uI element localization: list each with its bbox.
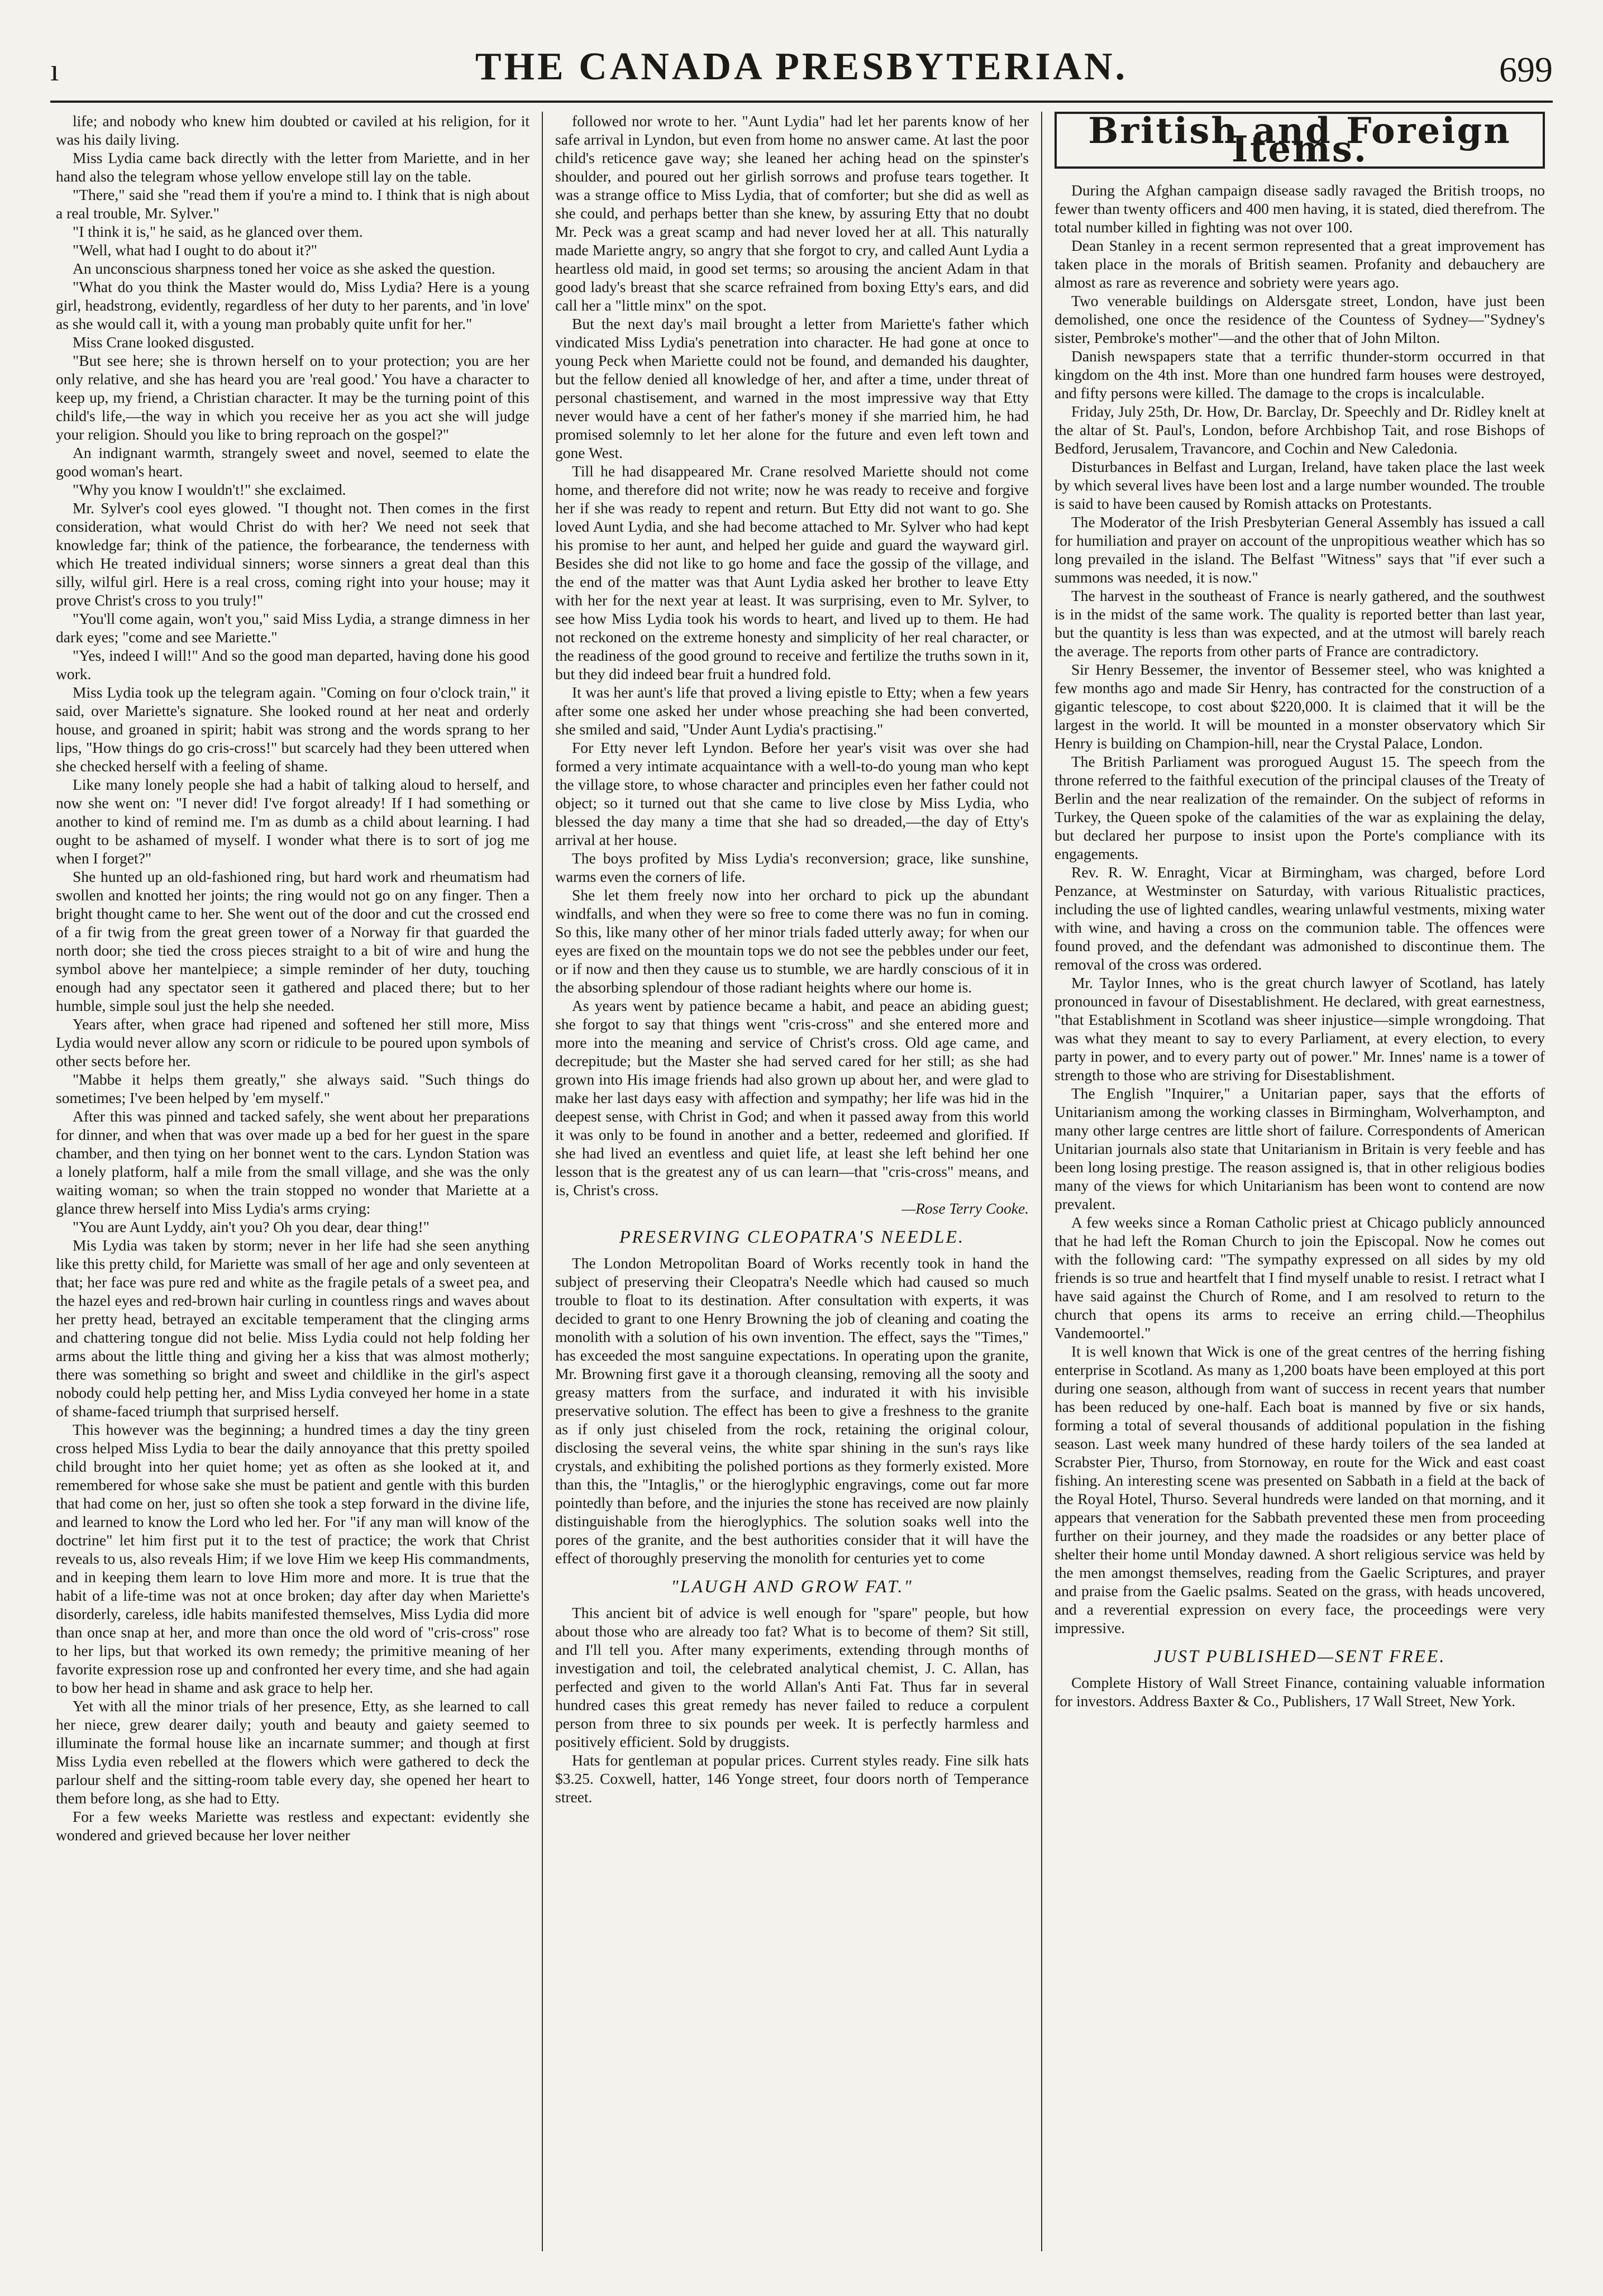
news-item: The English "Inquirer," a Unitarian paper, says that the efforts of Unitarianism among the working classes in Birmingham, Wolverhampton, and many other large centres are little short of failure. Correspondents of American Unitarian journals also state that Unitarianism in Britain is very feeble and has been long losing prestige. The reason assigned is, that in other religious bodies many of the views for which Unitarianism has been wont to contend are now prevalent. <box>1055 1085 1545 1213</box>
news-item: Rev. R. W. Enraght, Vicar at Birmingham, was charged, before Lord Penzance, at Westminster on Saturday, with various Ritualistic practices, including the use of lighted candles, wearing unlawful vestments, mixing water with wine, and having a cross on the communion table. The offences were found proved, and the defendant was admonished to discontinue them. The removal of the cross was ordered. <box>1055 863 1545 973</box>
story-paragraph: followed nor wrote to her. "Aunt Lydia" had let her parents know of her safe arrival in Lyndon, but even from home no answer came. At last the poor child's reticence gave way; she leaned her aching head on the spinster's shoulder, and poured out her girlish sorrows and profuse tears together. It was a strange office to Miss Lydia, that of comforter; but she did as well as she could, and perhaps better than she knew, by assuring Etty that no doubt Mr. Peck was a great scamp and had never loved her at all. This naturally made Mariette angry, so angry that she forgot to cry, and called Aunt Lydia a heartless old maid, in good set terms; so arousing the ancient Adam in that good lady's breast that she scarce refrained from boxing Etty's ears, and did call her a "little minx" on the spot. <box>555 112 1029 314</box>
story-paragraph: The boys profited by Miss Lydia's reconversion; grace, like sunshine, warms even the corners of life. <box>555 849 1029 885</box>
story-paragraph: After this was pinned and tacked safely, she went about her preparations for dinner, and when that was over made up a bed for her guest in the spare chamber, and then tying on her bonnet went to the cars. Lyndon Station was a lonely platform, half a mile from the small village, and she was the only waiting woman; so when the train stopped no wonder that Mariette at a glance threw herself into Miss Lydia's arms crying: <box>56 1108 529 1217</box>
story-paragraph: Miss Lydia came back directly with the letter from Mariette, and in her hand also the telegram whose yellow envelope still lay on the table. <box>56 149 529 185</box>
story-paragraph: Till he had disappeared Mr. Crane resolved Mariette should not come home, and therefore did not write; now he was ready to receive and forgive her if she was ready to repent and return. But Etty did not want to go. She loved Aunt Lydia, and she had become attached to Mr. Sylver who had kept his promise to her aunt, and helped her guide and guard the wayward girl. Besides she did not like to go home and face the gossip of the village, and the end of the matter was that Aunt Lydia asked her brother to leave Etty with her for the next year at least. It was surprising, even to Mr. Sylver, to see how Miss Lydia took his words to heart, and lived up to them. He had not reckoned on the extreme honesty and simplicity of her real character, or the readiness of the good ground to receive and fertilize the truths sown in it, but they did indeed bear fruit a hundred fold. <box>555 462 1029 682</box>
story-paragraph: Yet with all the minor trials of her presence, Etty, as she learned to call her niece, grew dearer daily; youth and beauty and gaiety seemed to illuminate the formal house like an incarnate summer; and though at first Miss Lydia even rebelled at the flowers which were gathered to deck the parlour shelf and the sitting-room table every day, she opened her heart to them before long, as she had to Etty. <box>56 1697 529 1807</box>
needle-article: The London Metropolitan Board of Works recently took in hand the subject of preserving their Cleopatra's Needle which had caused so much trouble to float to its destination. After consultation with experts, it was decided to grant to one Henry Browning the job of cleaning and coating the monolith with a solution of his own invention. The effect, says the "Times," has exceeded the most sanguine expectations. In operating upon the granite, Mr. Browning first gave it a thorough cleansing, removing all the sooty and greasy matters from the surface, and indurated it with his invisible preservative solution. The effect has been to give a freshness to the granite as if only just chiseled from the rock, retaining the original colour, disclosing the several veins, the white spar shining in the sun's rays like crystals, and exhibiting the polished portions as they formerly existed. More than this, the "Intaglis," or the hieroglyphic engravings, come out far more pointedly than before, and the injuries the stone has received are now plainly distinguishable from the hieroglyphics. The solution soaks well into the pores of the granite, and the best authorities consider that it will have the effect of thoroughly preserving the monolith for centuries yet to come <box>555 1254 1029 1567</box>
news-item: Two venerable buildings on Aldersgate street, London, have just been demolished, one once the residence of the Countess of Sydney—"Sydney's sister, Pembroke's mother"—and the other that of John Milton. <box>1055 292 1545 346</box>
news-item: The harvest in the southeast of France is nearly gathered, and the southwest is in the midst of the same work. The quality is reported better than last year, but the quantity is less than was expected, and at the utmost will barely reach the average. The reports from other parts of France are contradictory. <box>1055 587 1545 660</box>
news-item: It is well known that Wick is one of the great centres of the herring fishing enterprise in Scotland. As many as 1,200 boats have been employed at this port during one season, although from want of success in recent years that number has been reduced by one-half. Each boat is manned by five or six hands, forming a total of several thousands of additional population in the fishing season. Last week many hundred of these hardy toilers of the sea landed at Scrabster Pier, Thurso, from Stornoway, en route for the Wick and east coast fishing. An interesting scene was presented on Sabbath in a field at the back of the Royal Hotel, Thurso. Several hundreds were landed on that morning, and it appears that veneration for the Sabbath prevented these men from proceeding further on their journey, and they made the roadsides or any better place of shelter their home until Monday dawned. A short religious service was held by the men amongst themselves, reading from the Gaelic Scriptures, and prayer and praise from the Gaelic psalms. Seated on the grass, with heads uncovered, and a reverential expression on every face, the proceedings were very impressive. <box>1055 1343 1545 1636</box>
column-3 <box>1055 112 1545 2251</box>
published-ad: Complete History of Wall Street Finance, containing valuable information for investors. Address Baxter & Co., Publishers, 17 Wall Street, New York. <box>1055 1674 1545 1710</box>
story-paragraph: "You'll come again, won't you," said Miss Lydia, a strange dimness in her dark eyes; "come and see Mariette." <box>56 610 529 646</box>
laugh-article: This ancient bit of advice is well enough for "spare" people, but how about those who are already too fat? What is to become of them? Sit still, and I'll tell you. After many experiments, extending through months of investigation and toil, the celebrated analytical chemist, J. C. Allan, has perfected and given to the world Allan's Anti Fat. Thus far in several hundred cases this great remedy has never failed to reduce a corpulent person from three to six pounds per week. It is perfectly harmless and positively efficient. Sold by druggists. <box>555 1604 1029 1750</box>
hats-advertisement: Hats for gentleman at popular prices. Current styles ready. Fine silk hats $3.25. Coxwell, hatter, 146 Yonge street, four doors north of Temperance street. <box>555 1751 1029 1806</box>
story-paragraph: life; and nobody who knew him doubted or caviled at his religion, for it was his daily living. <box>56 112 529 148</box>
story-paragraph: Miss Lydia took up the telegram again. "Coming on four o'clock train," it said, over Mariette's signature. She looked round at her neat and orderly house, and groaned in spirit; habit was strong and the words sprang to her lips, "How things do go cris-cross!" but scarcely had they been uttered when she checked herself with a feeling of shame. <box>56 684 529 775</box>
news-item: During the Afghan campaign disease sadly ravaged the British troops, no fewer than twenty officers and 400 men having, it is stated, died therefrom. The total number killed in fighting was not over 100. <box>1055 182 1545 236</box>
story-paragraph: For a few weeks Mariette was restless and expectant: evidently she wondered and grieved because her lover neither <box>56 1808 529 1844</box>
news-item: A few weeks since a Roman Catholic priest at Chicago publicly announced that he had left the Roman Church to join the Episcopal. Now he comes out with the following card: "The sympathy expressed on all sides by my old friends is so true and heartfelt that I find myself unable to resist. I retract what I have said against the Church of Rome, and I am resolved to return to the church that opens its arms to receive an erring child.—Theophilus Vandemoortel." <box>1055 1214 1545 1342</box>
story-paragraph: It was her aunt's life that proved a living epistle to Etty; when a few years after some one asked her under whose preaching she had been converted, she smiled and said, "Under Aunt Lydia's practising." <box>555 684 1029 738</box>
story-paragraph: But the next day's mail brought a letter from Mariette's father which vindicated Miss Lydia's penetration into character. He had gone at once to young Peck when Mariette could not be found, and demanded his daughter, but the fellow denied all knowledge of her, and after a time, under threat of personal chastisement, and warned in the most impressive way that Etty never would have a cent of her father's money if she married him, he had promised solemnly to let her alone for the future and even left town and gone West. <box>555 315 1029 461</box>
story-paragraph: "What do you think the Master would do, Miss Lydia? Here is a young girl, headstrong, evidently, regardless of her duty to her parents, and 'in love' as she would call it, with a young man probably quite unfit for her." <box>56 278 529 332</box>
masthead <box>50 39 1553 103</box>
news-item: Friday, July 25th, Dr. How, Dr. Barclay, Dr. Speechly and Dr. Ridley knelt at the altar of St. Paul's, London, before Archbishop Tait, and rose Bishops of Bedford, Jerusalem, Travancore, and Cochin and New Caledonia. <box>1055 403 1545 457</box>
column-2 <box>555 112 1029 2251</box>
news-item: Danish newspapers state that a terrific thunder-storm occurred in that kingdom on the 4th inst. More than one hundred farm houses were destroyed, and fifty persons were killed. The damage to the crops is incalculable. <box>1055 347 1545 402</box>
news-item: The Moderator of the Irish Presbyterian General Assembly has issued a call for humiliation and prayer on account of the unpropitious weather which has so long prevailed in the island. The Belfast "Witness" says that "if ever such a summons was needed, it is now." <box>1055 513 1545 586</box>
story-continuation <box>555 112 1029 1199</box>
story-paragraph: An indignant warmth, strangely sweet and novel, seemed to elate the good woman's heart. <box>56 444 529 480</box>
story-paragraph: Mis Lydia was taken by storm; never in her life had she seen anything like this pretty child, for Mariette was small of her age and only seventeen at that; her face was pure red and white as the fragile petals of a sweet pea, and the hazel eyes and red-brown hair curling in countless rings and waves about her pretty head, betrayed an excitable temperament that the clinging arms and chattering tongue did not belie. Miss Lydia could not help folding her arms about the little thing and giving her a kiss that was almost motherly; there was something so bright and sweet and childlike in the girl's aspect nobody could help petting her, and Miss Lydia conveyed her home in a state of shame-faced triumph that surprised herself. <box>56 1237 529 1420</box>
page-number: 699 <box>1499 50 1553 89</box>
published-heading: JUST PUBLISHED—SENT FREE. <box>1153 1646 1446 1666</box>
news-item: Mr. Taylor Innes, who is the great church lawyer of Scotland, has lately pronounced in favour of Disestablishment. He declared, with great earnestness, "that Establishment in Scotland was sheer injustice—simple wrongdoing. That was what they meant to say to every Parliament, at every election, to every party in power, and to every party out of power." Mr. Innes' name is a tower of strength to those who are striving for Disestablishment. <box>1055 974 1545 1083</box>
story-paragraph: She let them freely now into her orchard to pick up the abundant windfalls, and when they were so free to come there was no fun in coming. So this, like many other of her minor trials faded utterly away; for when our eyes are fixed on the mountain tops we do not see the pebbles under our feet, or if now and then they cause us to stumble, we are hardly conscious of it in the absorbing splendour of those radiant heights where our home is. <box>555 886 1029 996</box>
story-paragraph: This however was the beginning; a hundred times a day the tiny green cross helped Miss Lydia to bear the daily annoyance that this pretty spoiled child brought into her quiet home; yet as often as she looked at it, and remembered for whose sake she must be patient and gentle with this burden that had come on her, just so often she took a step forward in the divine life, and learned to know the Lord who led her. For "if any man will know of the doctrine" let him first put it to the test of practice; the work that Christ reveals to us, also reveals Him; if we love Him we keep His commandments, and in keeping them learn to love Him more and more. It is true that the habit of a life-time was not at once broken; day after day when Mariette's disorderly, careless, idle habits manifested themselves, Miss Lydia did more than once snap at her, and more than once the old word of "cris-cross" rose to her lips, but that worked its own remedy; the primitive meaning of her favorite expression rose up and confronted her every time, and she had again to bow her head in shame and ask grace to help her. <box>56 1421 529 1696</box>
story-paragraph: "Why you know I wouldn't!" she exclaimed. <box>73 481 346 498</box>
story-paragraph: As years went by patience became a habit, and peace an abiding guest; she forgot to say that things went "cris-cross" and she entered more and more into the meaning and service of Christ's cross. Old age came, and decrepitude; but the Master she had served cared for her still; as she had grown into His image friends had also grown up about her, and were glad to make her last days easy with affection and sympathy; her life was hid in the deepest sense, with Christ in God; and when it passed away from this world it was only to be found in another and a better, redeemed and glorified. If she had lived an eventless and quiet life, at least she left behind her one lesson that is the greatest any of us can learn—that "cris-cross" means, and is, Christ's cross. <box>555 997 1029 1199</box>
story-paragraph: Miss Crane looked disgusted. <box>73 333 255 351</box>
news-item: Disturbances in Belfast and Lurgan, Ireland, have taken place the last week by which several lives have been lost and a large number wounded. The trouble is said to have been caused by Romish attacks on Protestants. <box>1055 458 1545 512</box>
section-banner: British and Foreign Items. <box>1055 112 1545 169</box>
story-paragraph: Like many lonely people she had a habit of talking aloud to herself, and now she went on: "I never did! I've forgot already! If I had something or another to kind of remind me. I'm as dumb as a child about learning. I had ought to be ashamed of myself. I wonder what there is to sort of jog me when I forget?" <box>56 776 529 867</box>
column-rule-2 <box>1041 112 1042 2251</box>
news-item: Sir Henry Bessemer, the inventor of Bessemer steel, who was knighted a few months ago and made Sir Henry, has contracted for the construction of a gigantic telescope, to cost about $220,000. It is claimed that it will be the largest in the world. It will be mounted in a monster observatory which Sir Henry is building on Champion-hill, near the Crystal Palace, London. <box>1055 661 1545 752</box>
story-paragraph: Years after, when grace had ripened and softened her still more, Miss Lydia would never allow any scorn or ridicule to be poured upon symbols of other sects before her. <box>56 1015 529 1070</box>
story-paragraph: She hunted up an old-fashioned ring, but hard work and rheumatism had swollen and knotted her joints; the ring would not go on any finger. Then a bright thought came to her. She went out of the door and cut the crossed end of a fir twig from the great green tower of a Norway fir that guarded the north door; she tied the cross pieces straight to a bit of wire and hung the symbol above her mantelpiece; a simple reminder of her duty, touching enough had any spectator seen it gathered and placed there; but to her humble, simple soul just the help she needed. <box>56 868 529 1014</box>
story-paragraph: "You are Aunt Lyddy, ain't you? Oh you dear, dear thing!" <box>73 1218 430 1235</box>
column-rule-1 <box>542 112 543 2251</box>
story-paragraph: "But see here; she is thrown herself on to your protection; you are her only relative, and she has heard you are 'real good.' You have a character to keep up, my friend, a Christian character. It may be the turning point of this child's life,—the way in which you receive her as you act she will judge your religion. Should you like to bring reproach on the gospel?" <box>56 352 529 443</box>
laugh-heading: "LAUGH AND GROW FAT." <box>671 1576 913 1596</box>
story-paragraph: For Etty never left Lyndon. Before her year's visit was over she had formed a very intimate acquaintance with a well-to-do young man who kept the village store, to whose character and principles even her father could not object; so it turned out that she came to live close by Miss Lydia, who blessed the day many a time that she had so dreaded,—the day of Etty's arrival at her house. <box>555 739 1029 848</box>
needle-heading: PRESERVING CLEOPATRA'S NEEDLE. <box>619 1226 965 1247</box>
left-page-mark: ı <box>50 53 59 88</box>
news-items <box>1055 181 1545 1637</box>
news-item: The British Parliament was prorogued August 15. The speech from the throne referred to the faithful execution of the principal clauses of the Treaty of Berlin and the near realization of the remainder. On the subject of reforms in Turkey, the Queen spoke of the calamities of the war as explaining the delay, but declared her purpose to insist upon the Porte's compliance with its engagements. <box>1055 753 1545 862</box>
story-paragraph: "Well, what had I ought to do about it?" <box>73 241 317 259</box>
story-paragraph: An unconscious sharpness toned her voice as she asked the question. <box>73 260 495 277</box>
story-paragraph: "There," said she "read them if you're a mind to. I think that is nigh about a real trouble, Mr. Sylver." <box>56 186 529 222</box>
story-paragraph: "I think it is," he said, as he glanced over them. <box>73 223 363 240</box>
story-paragraph: "Mabbe it helps them greatly," she always said. "Such things do sometimes; I've been helped by 'em myself." <box>56 1071 529 1106</box>
story-signature: —Rose Terry Cooke. <box>901 1200 1029 1217</box>
news-item: Dean Stanley in a recent sermon represented that a great improvement has taken place in the morals of British seamen. Profanity and debauchery are almost as rare as reverence and sobriety were years ago. <box>1055 237 1545 291</box>
column-1 <box>56 112 529 2251</box>
story-paragraph: Mr. Sylver's cool eyes glowed. "I thought not. Then comes in the first consideration, what would Christ do with her? We need not seek that knowledge far; think of the patience, the forbearance, the tenderness with which He treated individual sinners; worse sinners a great deal than this silly, wilful girl. Here is a real cross, coming right into your house; may it prove Christ's cross to you truly!" <box>56 499 529 609</box>
newspaper-title: THE CANADA PRESBYTERIAN. <box>475 45 1128 88</box>
story-paragraph: "Yes, indeed I will!" And so the good man departed, having done his good work. <box>56 647 529 682</box>
